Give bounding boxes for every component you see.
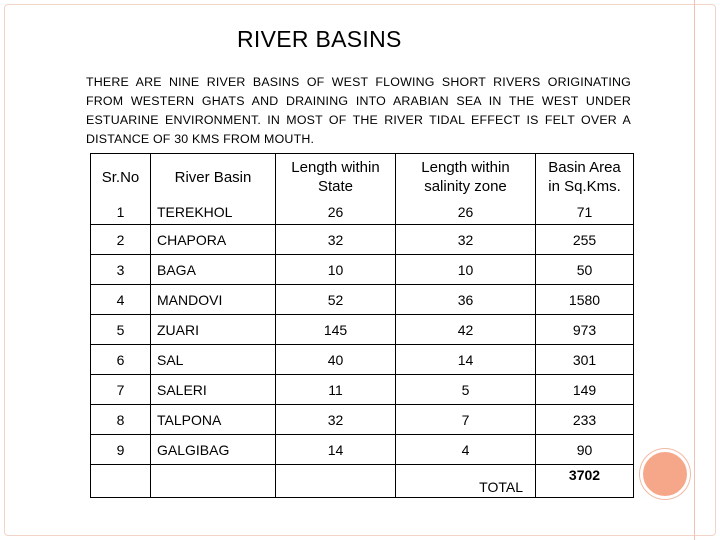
cell-length-salinity: 42 [396, 315, 536, 345]
cell-empty [91, 465, 151, 498]
cell-sr: 2 [91, 225, 151, 255]
header-sr-no: Sr.No [91, 154, 151, 201]
cell-area: 149 [536, 375, 634, 405]
cell-basin: CHAPORA [151, 225, 276, 255]
cell-length-state: 11 [276, 375, 396, 405]
table-row [91, 200, 634, 225]
cell-length-state: 40 [276, 345, 396, 375]
table-row [91, 225, 634, 255]
cell-empty [276, 465, 396, 498]
total-row [91, 465, 634, 498]
cell-length-salinity: 10 [396, 255, 536, 285]
cell-length-salinity: 7 [396, 405, 536, 435]
cell-area: 233 [536, 405, 634, 435]
cell-basin: SALERI [151, 375, 276, 405]
cell-length-state: 26 [276, 200, 396, 225]
cell-length-state: 145 [276, 315, 396, 345]
decorative-circle [640, 449, 690, 499]
cell-area: 90 [536, 435, 634, 465]
table-row [91, 285, 634, 315]
header-length-salinity-line1: Length within [421, 159, 510, 176]
cell-length-state: 32 [276, 405, 396, 435]
cell-basin: TEREKHOL [151, 200, 276, 225]
intro-paragraph: THERE ARE NINE RIVER BASINS OF WEST FLOWING SHORT RIVERS ORIGINATING FROM WESTERN GHATS AND DRAINING INTO ARABIAN SEA IN THE WEST UNDER ESTUARINE ENVIRONMENT. IN MOST OF THE RIVER TIDAL EFFECT IS FELT OVER A DISTANCE OF 30 KMS FROM MOUTH. [86, 75, 631, 146]
cell-area: 71 [536, 200, 634, 225]
cell-sr: 1 [91, 200, 151, 225]
cell-sr: 7 [91, 375, 151, 405]
cell-length-salinity: 36 [396, 285, 536, 315]
cell-area: 255 [536, 225, 634, 255]
header-length-state-line2: State [317, 178, 354, 195]
table-row [91, 315, 634, 345]
header-basin-area-line2: in Sq.Kms. [548, 178, 621, 195]
header-length-salinity-line2: salinity zone [424, 178, 507, 195]
cell-sr: 6 [91, 345, 151, 375]
header-river-basin: River Basin [151, 154, 276, 201]
cell-length-state: 10 [276, 255, 396, 285]
cell-basin: ZUARI [151, 315, 276, 345]
cell-sr: 8 [91, 405, 151, 435]
cell-length-salinity: 14 [396, 345, 536, 375]
cell-basin: GALGIBAG [151, 435, 276, 465]
cell-length-salinity: 26 [396, 200, 536, 225]
river-basins-table [90, 153, 634, 498]
cell-area: 50 [536, 255, 634, 285]
total-label: TOTAL [396, 465, 536, 498]
cell-length-state: 52 [276, 285, 396, 315]
cell-area: 1580 [536, 285, 634, 315]
cell-basin: SAL [151, 345, 276, 375]
cell-sr: 4 [91, 285, 151, 315]
table-row [91, 435, 634, 465]
cell-basin: TALPONA [151, 405, 276, 435]
cell-area: 301 [536, 345, 634, 375]
header-length-state [276, 154, 396, 201]
cell-empty [151, 465, 276, 498]
table-header-row [91, 154, 634, 201]
cell-length-state: 32 [276, 225, 396, 255]
cell-sr: 3 [91, 255, 151, 285]
cell-area: 973 [536, 315, 634, 345]
header-length-state-line1: Length within [291, 159, 380, 176]
cell-length-state: 14 [276, 435, 396, 465]
table-row [91, 405, 634, 435]
header-length-salinity [396, 154, 536, 201]
cell-basin: BAGA [151, 255, 276, 285]
cell-length-salinity: 4 [396, 435, 536, 465]
table-row [91, 345, 634, 375]
total-value: 3702 [536, 465, 634, 498]
cell-length-salinity: 32 [396, 225, 536, 255]
decorative-rail [694, 0, 695, 540]
header-basin-area-line1: Basin Area [548, 159, 621, 176]
cell-basin: MANDOVI [151, 285, 276, 315]
page-title: RIVER BASINS [237, 26, 402, 52]
table-row [91, 375, 634, 405]
cell-sr: 9 [91, 435, 151, 465]
table-row [91, 255, 634, 285]
cell-length-salinity: 5 [396, 375, 536, 405]
cell-sr: 5 [91, 315, 151, 345]
header-basin-area [536, 154, 634, 201]
